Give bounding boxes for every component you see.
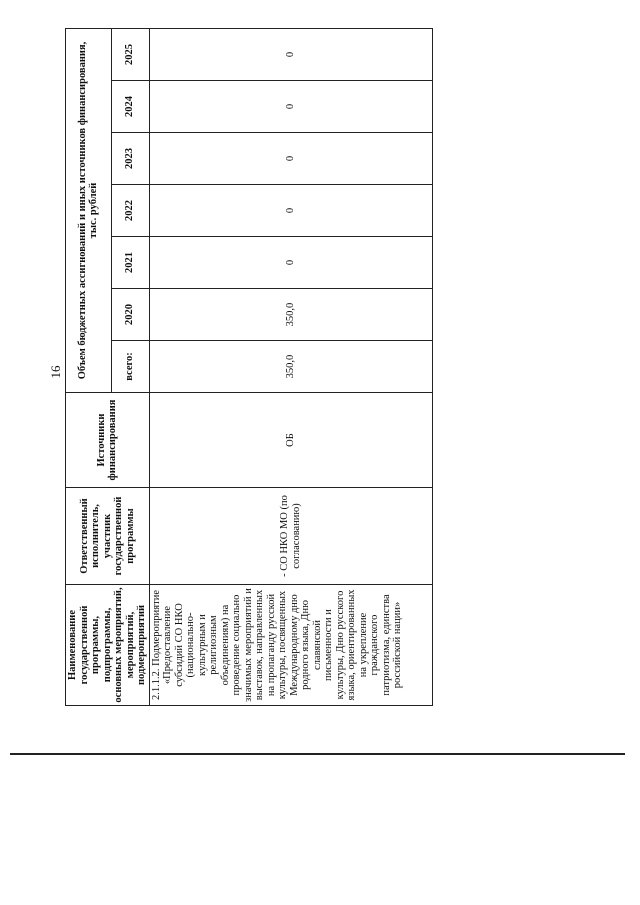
header-year-2023: 2023	[111, 133, 149, 185]
cell-name: 2.1.1.2. Подмероприятие «Предоставление субсидий СО НКО (национально-культурным и религиозным объединениям) на проведение социально значимых мероприятий и выставок, направленных на пропаганду русской культуры, посвященных Международному дню родного языка, Дню славянской письменности и культуры, Дню русского языка, ориентированных на укрепление гражданского патриотизма, единства российской нации»	[149, 585, 433, 706]
header-year-2020: 2020	[111, 289, 149, 341]
header-volume: Объем бюджетных ассигнований и иных источников финансирования, тыс. рублей	[66, 29, 112, 393]
header-source: Источники финансирования	[66, 393, 150, 488]
funding-table	[65, 28, 433, 706]
header-responsible: Ответственный исполнитель, участник государственной программы	[66, 488, 150, 585]
cell-2021: 0	[149, 237, 433, 289]
header-year-2021: 2021	[111, 237, 149, 289]
cell-responsible: - СО НКО МО (по согласованию)	[149, 488, 433, 585]
rotated-table-container	[65, 28, 433, 706]
header-name: Наименование государственной программы, подпрограммы, основных мероприятий, мероприятий, подмероприятий	[66, 585, 150, 706]
header-year-total: всего:	[111, 341, 149, 393]
cell-2020: 350,0	[149, 289, 433, 341]
header-year-2024: 2024	[111, 81, 149, 133]
cell-2024: 0	[149, 81, 433, 133]
table-row	[149, 29, 433, 706]
page-divider	[10, 753, 625, 755]
cell-2023: 0	[149, 133, 433, 185]
header-year-2025: 2025	[111, 29, 149, 81]
header-year-2022: 2022	[111, 185, 149, 237]
page-number: 16	[48, 365, 63, 379]
cell-2025: 0	[149, 29, 433, 81]
cell-total: 350,0	[149, 341, 433, 393]
cell-source: ОБ	[149, 393, 433, 488]
cell-2022: 0	[149, 185, 433, 237]
